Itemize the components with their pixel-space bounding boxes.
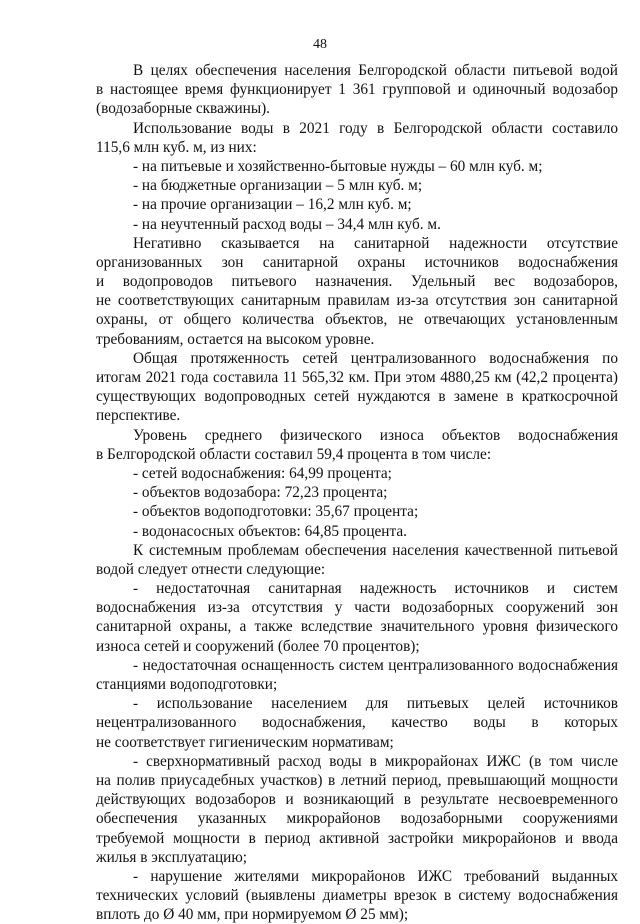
text-line: - объектов водоподготовки: 35,67 процента; — [133, 503, 419, 521]
text-line: организованных зон санитарной охраны источников водоснабжения — [96, 253, 618, 271]
text-line: существующих водопроводных сетей нуждаются в замене в краткосрочной — [96, 388, 618, 406]
text-line: нецентрализованного водоснабжения, качество воды в которых — [96, 714, 618, 732]
text-line: и водопроводов питьевого назначения. Удельный вес водозаборов, — [96, 273, 618, 291]
text-line: водоснабжения из-за отсутствия у части водозаборных сооружений зон — [96, 599, 618, 617]
text-line: Негативно сказывается на санитарной надежности отсутствие — [133, 234, 618, 252]
text-line: - объектов водозабора: 72,23 процента; — [133, 484, 388, 502]
paragraph — [96, 61, 618, 119]
text-line: требуемой мощности в период активной застройки микрорайонов и ввода — [96, 829, 618, 847]
paragraph — [96, 694, 618, 752]
page-number: 48 — [313, 37, 327, 52]
text-line: - на бюджетные организации – 5 млн куб. м; — [133, 177, 423, 195]
paragraph — [96, 119, 618, 234]
text-line: не соответствующих санитарным правилам из-за отсутствия зон санитарной — [96, 292, 618, 310]
text-line: - на неучтенный расход воды – 34,4 млн куб. м. — [133, 215, 441, 233]
text-line: станциями водоподготовки; — [96, 676, 278, 693]
paragraph — [96, 579, 618, 656]
text-line: - на прочие организации – 16,2 млн куб. м; — [133, 196, 412, 214]
text-line: (водозаборные скважины). — [96, 100, 271, 118]
text-line: - недостаточная санитарная надежность источников и систем — [133, 580, 618, 598]
text-line: - нарушение жителями микрорайонов ИЖС требований выданных — [133, 867, 618, 885]
text-line: - сетей водоснабжения: 64,99 процента; — [133, 464, 392, 482]
paragraph — [96, 541, 618, 579]
text-line: обеспечения указанных микрорайонов водозаборными сооружениями — [96, 810, 618, 828]
text-line: итогам 2021 года составила 11 565,32 км. При этом 4880,25 км (42,2 процента) — [96, 369, 618, 386]
text-line: 115,6 млн куб. м, из них: — [96, 138, 257, 156]
text-line: - на питьевые и хозяйственно-бытовые нужды – 60 млн куб. м; — [133, 157, 543, 175]
paragraph — [96, 234, 618, 349]
text-line: технических условий (выявлены диаметры врезок в систему водоснабжения — [96, 887, 618, 905]
paragraph — [96, 867, 618, 924]
text-line: - использование населением для питьевых целей источников — [133, 695, 618, 713]
text-line: - водонасосных объектов: 64,85 процента. — [133, 522, 407, 540]
paragraph — [96, 656, 618, 694]
text-line: Использование воды в 2021 году в Белгородской области составило — [133, 119, 618, 137]
text-line: В целях обеспечения населения Белгородской области питьевой водой — [133, 62, 618, 79]
text-line: вплоть до Ø 40 мм, при нормируемом Ø 25 мм); — [96, 906, 409, 924]
text-line: - недостаточная оснащенность систем централизованного водоснабжения — [133, 656, 618, 674]
text-line: перспективе. — [96, 407, 181, 425]
text-line: требованиям, остается на высоком уровне. — [96, 330, 375, 348]
text-line: водой следует отнести следующие: — [96, 560, 326, 578]
text-line: в Белгородской области составил 59,4 процента в том числе: — [96, 445, 492, 463]
body-text — [96, 61, 618, 924]
paragraph — [96, 426, 618, 541]
text-line: не соответствует гигиеническим нормативам; — [96, 733, 394, 751]
text-line: на полив приусадебных участков) в летний период, превышающий мощности — [96, 771, 618, 789]
text-line: К системным проблемам обеспечения населения качественной питьевой — [133, 541, 618, 559]
text-line: действующих водозаборов и возникающий в результате несвоевременного — [96, 791, 618, 809]
text-line: Уровень среднего физического износа объектов водоснабжения — [133, 426, 618, 444]
text-line: охраны, от общего количества объектов, не отвечающих установленным — [96, 311, 618, 329]
text-line: - сверхнормативный расход воды в микрорайонах ИЖС (в том числе — [133, 752, 618, 770]
text-line: Общая протяженность сетей централизованного водоснабжения по — [133, 349, 618, 367]
paragraph — [96, 752, 618, 867]
text-line: жилья в эксплуатацию; — [96, 848, 248, 866]
text-line: износа сетей и сооружений (более 70 процентов); — [96, 637, 420, 655]
text-line: санитарной охраны, а также вследствие значительного уровня физического — [96, 618, 618, 636]
text-line: в настоящее время функционирует 1 361 групповой и одиночный водозабор — [96, 81, 618, 99]
paragraph — [96, 349, 618, 426]
